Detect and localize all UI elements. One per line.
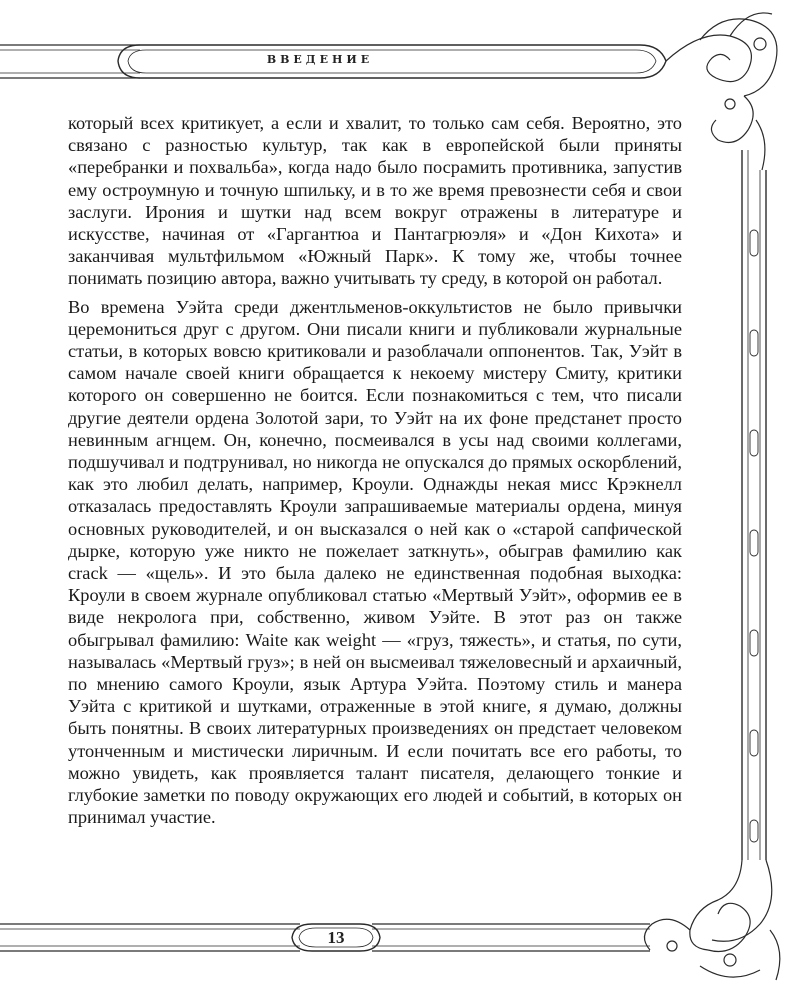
body-text bbox=[68, 112, 682, 829]
header-rule-lines bbox=[0, 45, 140, 78]
section-title: ВВЕДЕНИЕ bbox=[266, 53, 374, 66]
paragraph-2: Во времена Уэйта среди джентльменов-оккультистов не было привычки церемониться друг с другом. Они писали книги и публиковали журнальные статьи, в которых вовсю критиковали и разоблачали оппонентов. Так, Уэйт в самом начале своей книги обращается к некоему мистеру Смиту, критики которого он совершенно не боится. Если познакомиться с тем, что писали другие деятели ордена Золотой зари, то Уэйт на их фоне предстанет просто невинным агнцем. Он, конечно, посмеивался в усы над своими коллегами, подшучивал и подтрунивал, но никогда не опускался до прямых оскорблений, как это любил делать, например, Кроули. Однажды некая мисс Крэкнелл отказалась предоставлять Кроули запрашиваемые материалы ордена, минуя основных руководителей, и он высказался о ней как о «старой сапфической дырке, которую уже никто не пожелает заткнуть», обыграв фамилию как crack — «щель». И это была далеко не единственная подобная выходка: Кроули в своем журнале опубликовал статью «Мертвый Уэйт», оформив ее в виде некролога при, собственно, живом Уэйте. В этот раз он также обыгрывал фамилию: Waite как weight — «груз, тяжесть», и статья, по сути, называлась «Мертвый груз»; в ней он высмеивал тяжеловесный и архаичный, по мнению самого Кроули, язык Артура Уэйта. Поэтому стиль и манера Уэйта с критикой и шутками, отраженные в этой книге, я думаю, должны быть понятны. В своих литературных произведениях он предстает человеком утонченным и мистически лиричным. И если почитать все его работы, то можно увидеть, как проявляется талант писателя, делающего тонкие и глубокие заметки по поводу окружающих его людей и событий, в которых он принимал участие. bbox=[68, 296, 682, 828]
corner-ornament-top-right bbox=[666, 13, 777, 170]
paragraph-1: который всех критикует, а если и хвалит, то только сам себя. Вероятно, это связано с разностью культур, так как в европейской были приняты «перебранки и похвальба», когда надо было посрамить противника, запустив ему остроумную и точную шпильку, и в то же время превознести себя и свои заслуги. Ирония и шутки над всем вокруг отражены в литературе и искусстве, начиная от «Гаргантюа и Пантагрюэля» и «Дон Кихота» и заканчивая мультфильмом «Южный Парк». К тому же, чтобы точнее понимать позицию автора, важно учитывать ту среду, в которой он работал. bbox=[68, 113, 682, 289]
corner-ornament-bottom-right bbox=[644, 860, 779, 980]
frame-right-border bbox=[742, 150, 766, 860]
page-number: 13 bbox=[327, 928, 345, 947]
